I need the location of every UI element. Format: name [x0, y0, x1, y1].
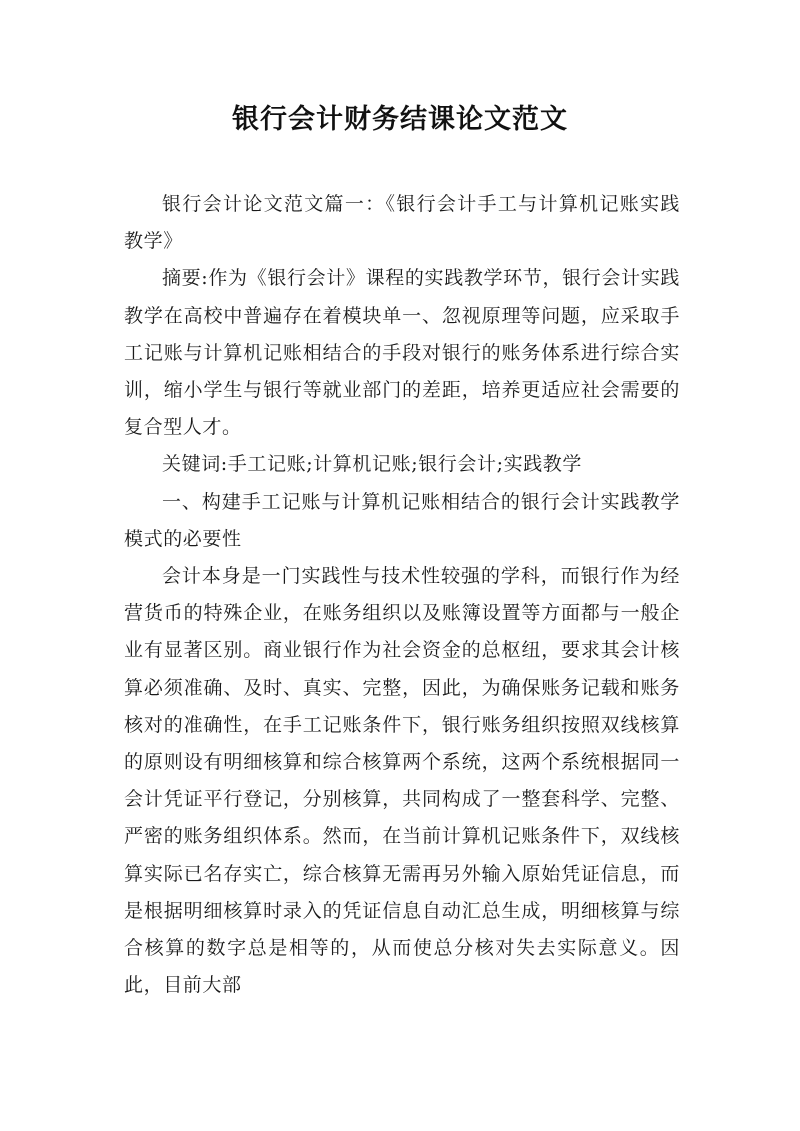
paragraph-keywords: 关键词:手工记账;计算机记账;银行会计;实践教学: [162, 453, 583, 476]
paragraph-article-heading: 银行会计论文范文篇一：《银行会计手工与计算机记账实践教学》: [124, 193, 680, 253]
document-title: 银行会计财务结课论文范文: [232, 104, 568, 135]
document-body: [124, 186, 680, 1004]
paragraph-body: 会计本身是一门实践性与技术性较强的学科，而银行作为经营货币的特殊企业，在账务组织以及账簿设置等方面都与一般企业有显著区别。商业银行作为社会资金的总枢纽，要求其会计核算必须准确、及时、真实、完整，因此，为确保账务记载和账务核对的准确性，在手工记账条件下，银行账务组织按照双线核算的原则设有明细核算和综合核算两个系统，这两个系统根据同一会计凭证平行登记，分别核算，共同构成了一整套科学、完整、严密的账务组织体系。然而，在当前计算机记账条件下，双线核算实际已名存实亡，综合核算无需再另外输入原始凭证信息，而是根据明细核算时录入的凭证信息自动汇总生成，明细核算与综合核算的数字总是相等的，从而使总分核对失去实际意义。因此，目前大部: [124, 565, 680, 997]
paragraph-abstract: 摘要:作为《银行会计》课程的实践教学环节，银行会计实践教学在高校中普遍存在着模块单一、忽视原理等问题，应采取手工记账与计算机记账相结合的手段对银行的账务体系进行综合实训，缩小学生与银行等就业部门的差距，培养更适应社会需要的复合型人才。: [124, 267, 680, 439]
section-heading-1: 一、构建手工记账与计算机记账相结合的银行会计实践教学模式的必要性: [124, 490, 680, 550]
